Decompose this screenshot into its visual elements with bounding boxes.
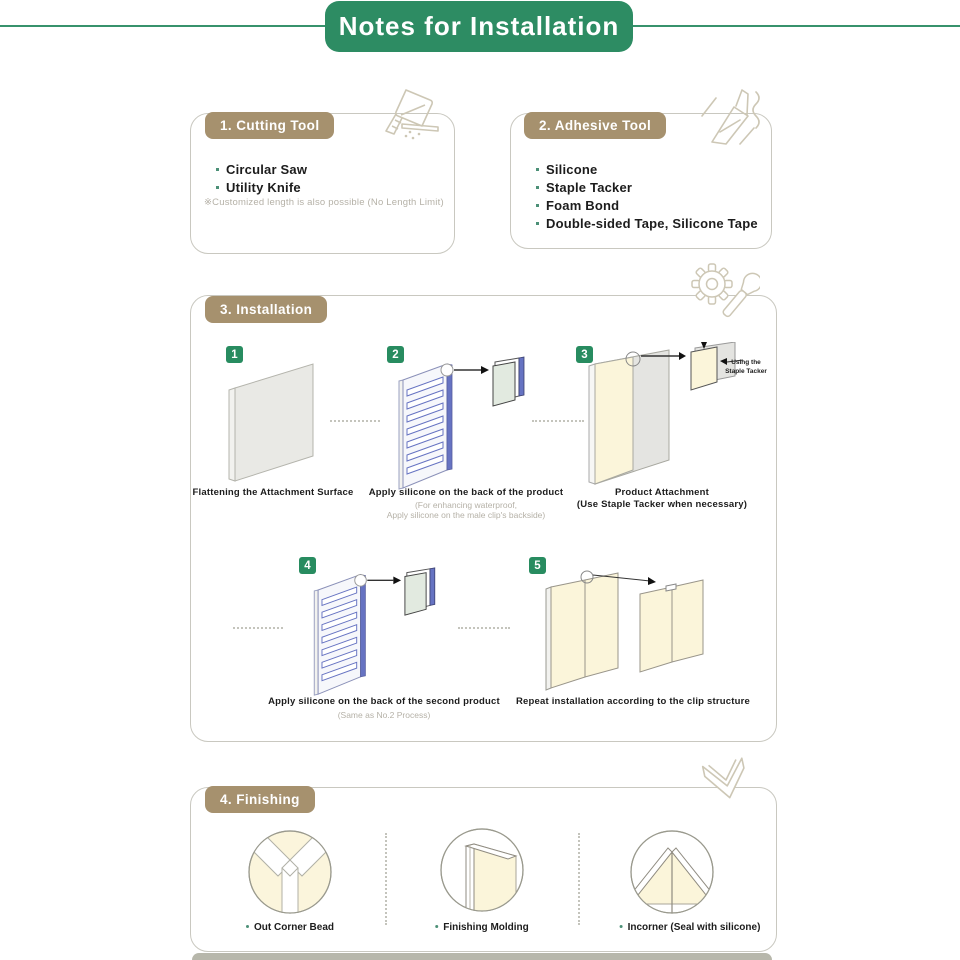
step4-silicone-diagram — [308, 563, 443, 698]
adhesive-item-tapes: Double-sided Tape, Silicone Tape — [546, 215, 758, 231]
step-number-2: 2 — [387, 346, 404, 363]
step4-subcaption: (Same as No.2 Process) — [337, 710, 431, 720]
step-number-4: 4 — [299, 557, 316, 574]
incorner-diagram — [628, 828, 716, 916]
cutting-tool-note: ※Customized length is also possible (No Length Limit) — [204, 197, 444, 208]
installation-badge — [205, 296, 327, 323]
page-title: Notes for Installation — [338, 11, 620, 41]
finishing-caption-molding: Finishing Molding — [435, 922, 529, 933]
adhesive-tool-badge-label: 2. Adhesive Tool — [539, 118, 652, 133]
step2-caption: Apply silicone on the back of the product — [368, 487, 564, 498]
adhesive-tool-list — [536, 160, 758, 232]
cutting-item-utility-knife: Utility Knife — [226, 179, 301, 195]
finishing-caption-out-corner: Out Corner Bead — [246, 922, 334, 933]
gear-wrench-icon — [686, 258, 760, 330]
step-number-1: 1 — [226, 346, 243, 363]
list-item — [536, 214, 758, 232]
finishing-molding-diagram — [438, 826, 526, 914]
out-corner-bead-diagram — [246, 828, 334, 916]
list-item — [536, 160, 758, 178]
finishing-badge-label: 4. Finishing — [220, 792, 300, 807]
list-item — [216, 178, 307, 196]
step-separator — [330, 420, 380, 422]
step-separator — [233, 627, 283, 629]
cutting-tool-badge-label: 1. Cutting Tool — [220, 118, 320, 133]
finishing-caption-incorner: Incorner (Seal with silicone) — [620, 922, 761, 933]
next-page-edge — [192, 953, 772, 960]
staple-tacker-annotation: Using the Staple Tacker — [725, 359, 767, 375]
cutting-item-circular-saw: Circular Saw — [226, 161, 308, 177]
step-number-3: 3 — [576, 346, 593, 363]
bullet-icon — [536, 168, 539, 171]
step1-flat-surface-diagram — [225, 358, 320, 483]
step3-caption-2: (Use Staple Tacker when necessary) — [576, 499, 748, 510]
adhesive-tool-badge — [524, 112, 666, 139]
step2-subcaption-2: Apply silicone on the male clip's backside) — [386, 510, 546, 520]
list-item — [536, 178, 758, 196]
bullet-icon — [536, 204, 539, 207]
step-separator — [458, 627, 510, 629]
corner-molding-icon — [700, 756, 754, 806]
caulk-gun-icon — [698, 82, 764, 146]
page-title-banner — [325, 1, 633, 52]
installation-badge-label: 3. Installation — [220, 302, 313, 317]
utility-knife-icon — [372, 88, 442, 142]
adhesive-item-silicone: Silicone — [546, 161, 598, 177]
list-item — [536, 196, 758, 214]
adhesive-item-foam-bond: Foam Bond — [546, 197, 620, 213]
finishing-separator — [578, 833, 580, 925]
step-number-5: 5 — [529, 557, 546, 574]
list-item — [216, 160, 307, 178]
step5-caption: Repeat installation according to the clip structure — [515, 696, 751, 707]
adhesive-item-staple-tacker: Staple Tacker — [546, 179, 633, 195]
cutting-tool-list — [216, 160, 307, 196]
step5-repeat-diagram — [540, 562, 715, 692]
bullet-icon — [435, 925, 438, 928]
bullet-icon — [246, 925, 249, 928]
step2-subcaption-1: (For enhancing waterproof, — [414, 500, 518, 510]
finishing-separator — [385, 833, 387, 925]
bullet-icon — [216, 168, 219, 171]
bullet-icon — [536, 222, 539, 225]
bullet-icon — [536, 186, 539, 189]
cutting-tool-badge — [205, 112, 334, 139]
step1-caption: Flattening the Attachment Surface — [192, 487, 354, 498]
step-separator — [532, 420, 584, 422]
step3-caption: Product Attachment — [614, 487, 710, 498]
finishing-badge — [205, 786, 315, 813]
step4-caption: Apply silicone on the back of the second product — [268, 696, 500, 707]
step2-silicone-diagram — [395, 352, 530, 492]
bullet-icon — [216, 186, 219, 189]
bullet-icon — [620, 925, 623, 928]
